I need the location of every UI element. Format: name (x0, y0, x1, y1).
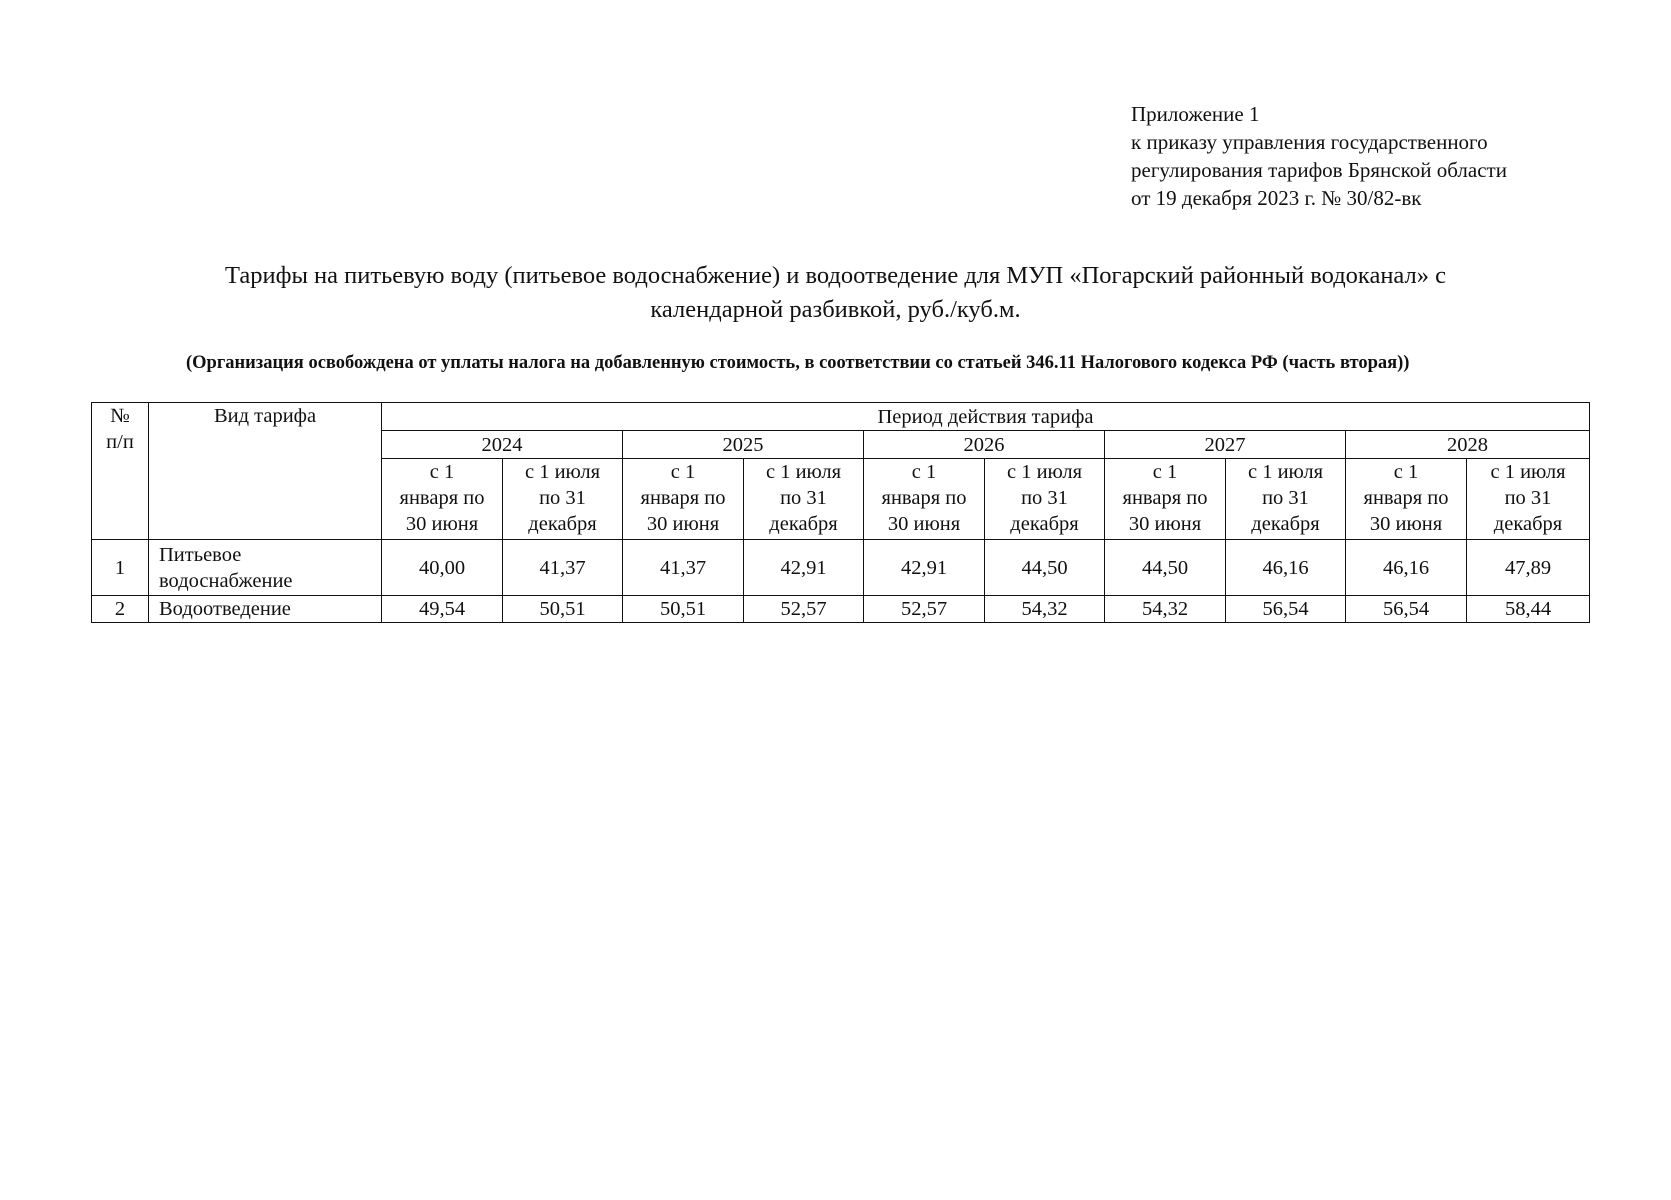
header-first-half (382, 459, 503, 540)
document-title (100, 259, 1571, 327)
vat-note: (Организация освобождена от уплаты налога на добавленную стоимость, в соответствии со статьей 346.11 Налогового кодекса РФ (часть вторая)) (186, 353, 1410, 373)
sub-line: 30 июня (1128, 513, 1202, 535)
header-first-half (1346, 459, 1467, 540)
header-second-half (1467, 459, 1590, 540)
sub-line: декабря (528, 513, 597, 535)
sub-line: с 1 (670, 461, 696, 483)
tariff-value: 42,91 (744, 540, 864, 596)
tariff-value: 52,57 (864, 596, 985, 623)
row-num: 2 (92, 596, 149, 623)
sub-line: декабря (1251, 513, 1320, 535)
sub-line: с 1 (1393, 461, 1419, 483)
sub-line: 30 июня (646, 513, 720, 535)
tariff-value: 46,16 (1226, 540, 1346, 596)
table-row (92, 540, 1590, 596)
header-num (92, 403, 149, 540)
appendix-line-3: регулирования тарифов Брянской области (1131, 158, 1507, 182)
tariff-value: 52,57 (744, 596, 864, 623)
appendix-line-1: Приложение 1 (1131, 102, 1260, 126)
tariff-value: 50,51 (503, 596, 623, 623)
header-second-half (985, 459, 1105, 540)
tariff-value: 44,50 (985, 540, 1105, 596)
header-first-half (623, 459, 744, 540)
tariff-value: 42,91 (864, 540, 985, 596)
sub-line: с 1 июля (765, 461, 842, 483)
sub-line: по 31 (1262, 487, 1309, 509)
header-year: 2026 (864, 431, 1105, 459)
sub-line: с 1 (911, 461, 937, 483)
tariff-value: 44,50 (1105, 540, 1226, 596)
header-first-half (864, 459, 985, 540)
appendix-line-4: от 19 декабря 2023 г. № 30/82-вк (1131, 186, 1422, 210)
header-year: 2025 (623, 431, 864, 459)
header-year: 2027 (1105, 431, 1346, 459)
tariff-value: 56,54 (1346, 596, 1467, 623)
sub-line: по 31 (780, 487, 827, 509)
table-row (92, 596, 1590, 623)
sub-line: с 1 июля (1006, 461, 1083, 483)
sub-line: с 1 июля (1247, 461, 1324, 483)
tariff-value: 58,44 (1467, 596, 1590, 623)
header-period: Период действия тарифа (382, 403, 1590, 431)
sub-line: января по (1363, 487, 1449, 509)
header-second-half (744, 459, 864, 540)
sub-line: декабря (1493, 513, 1563, 535)
row-name-line-1: Питьевое (159, 543, 242, 566)
title-line-1: Тарифы на питьевую воду (питьевое водоснабжение) и водоотведение для МУП «Погарский районный водоканал» с (224, 262, 1446, 289)
sub-line: января по (640, 487, 726, 509)
tariff-value: 47,89 (1467, 540, 1590, 596)
sub-line: по 31 (1504, 487, 1552, 509)
tariff-value: 56,54 (1226, 596, 1346, 623)
sub-line: декабря (769, 513, 838, 535)
sub-line: 30 июня (887, 513, 961, 535)
sub-line: декабря (1010, 513, 1079, 535)
tariff-value: 49,54 (382, 596, 503, 623)
sub-line: с 1 июля (1490, 461, 1566, 483)
header-tariff-type: Вид тарифа (149, 403, 382, 540)
tariff-value: 41,37 (623, 540, 744, 596)
sub-line: с 1 (429, 461, 455, 483)
sub-line: с 1 (1152, 461, 1178, 483)
sub-line: с 1 июля (524, 461, 601, 483)
sub-line: января по (1122, 487, 1208, 509)
tariff-value: 50,51 (623, 596, 744, 623)
header-second-half (1226, 459, 1346, 540)
tariff-value: 41,37 (503, 540, 623, 596)
header-second-half (503, 459, 623, 540)
row-num: 1 (92, 540, 149, 596)
tariff-value: 54,32 (1105, 596, 1226, 623)
sub-line: по 31 (1021, 487, 1068, 509)
tariff-value: 54,32 (985, 596, 1105, 623)
row-tariff-name: Водоотведение (149, 596, 382, 623)
sub-line: 30 июня (405, 513, 479, 535)
header-num-line-2: п/п (106, 431, 134, 453)
appendix-line-2: к приказу управления государственного (1131, 130, 1488, 154)
sub-line: января по (399, 487, 485, 509)
tariff-value: 46,16 (1346, 540, 1467, 596)
sub-line: 30 июня (1369, 513, 1443, 535)
tariff-value: 40,00 (382, 540, 503, 596)
row-tariff-name (149, 540, 382, 596)
header-year: 2024 (382, 431, 623, 459)
title-line-2: календарной разбивкой, руб./куб.м. (650, 296, 1021, 323)
sub-line: января по (881, 487, 967, 509)
header-year: 2028 (1346, 431, 1590, 459)
row-name-line-2: водоснабжение (159, 569, 293, 592)
sub-line: по 31 (539, 487, 586, 509)
appendix-block (1131, 100, 1507, 212)
header-first-half (1105, 459, 1226, 540)
tariff-table (91, 402, 1590, 623)
header-num-line-1: № (110, 405, 130, 427)
